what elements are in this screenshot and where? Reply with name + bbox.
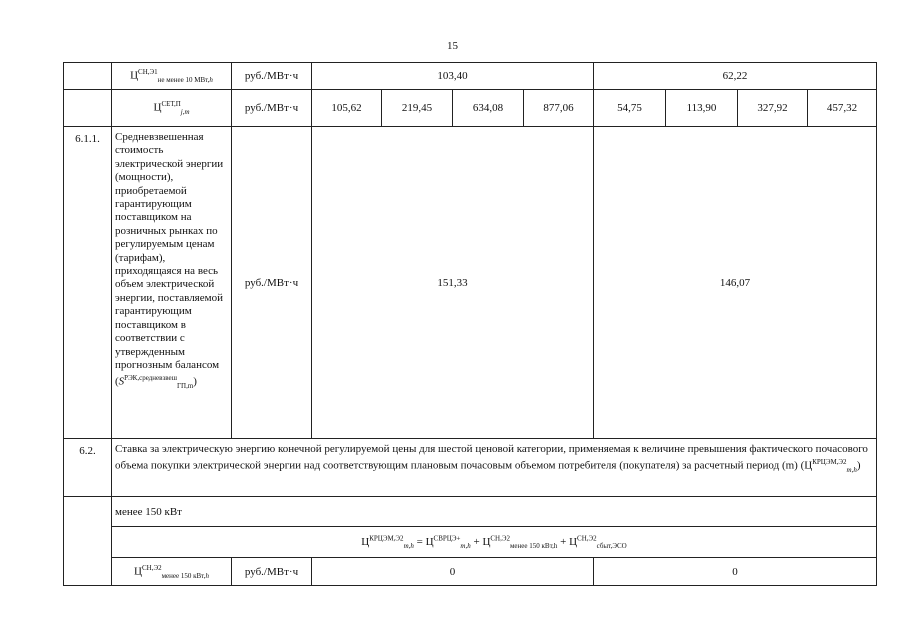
unit-cell: руб./МВт·ч [232,127,312,439]
number-cell [64,63,112,90]
row-number: 6.2. [64,439,112,497]
value-cell: 877,06 [524,90,594,127]
value-cell: 219,45 [382,90,453,127]
table-row [64,63,877,90]
section-text: Ставка за электрическую энергию конечной регулируемой цены для шестой ценовой категории, применяемая к величине превышения фактического почасового объема покупки электрической энергии над соответствующим плановым почасовым объемом потребителя (покупателя) за расчетный период (m) ( [115,443,868,472]
unit-cell: руб./МВт·ч [232,90,312,127]
value-cell-left: 151,33 [312,127,594,439]
value-cell-right: 0 [594,558,877,586]
value-cell-right: 146,07 [594,127,877,439]
unit-cell: руб./МВт·ч [232,63,312,90]
table-row [64,497,877,527]
number-cell [64,497,112,586]
value-cell: 457,32 [808,90,877,127]
value-cell: 54,75 [594,90,666,127]
value-cell: 105,62 [312,90,382,127]
formula: $Ц^{КРЦЭМ,Э2}_{m,h} = Ц^{СВРЦЭ+}_{m,h} + Ц^{СН,Э2}_{менее 150 кВт,h} + Ц^{СН,Э2}_{сбыт,ЭСО}$ [361,534,627,550]
notation-cell [112,558,232,586]
value-cell: 113,90 [666,90,738,127]
unit-cell: руб./МВт·ч [232,558,312,586]
notation-symbol: $Ц^{СЕТ,П}_{j,m}$ [153,100,190,116]
value-cell-right: 62,22 [594,63,877,90]
formula-cell [112,527,877,558]
notation-cell [112,63,232,90]
notation-symbol: $Ц^{СН,Э2}_{менее 150 кВт,h}$ [134,563,209,580]
notation-symbol: $Ц^{СН,Э1}_{не менее 10 МВт,h}$ [130,68,213,84]
tariff-table [63,62,877,586]
table-row [64,90,877,127]
rate-symbol: $Ц^{КРЦЭМ,Э2}_{m,h}$ [804,458,857,474]
notation-cell [112,90,232,127]
number-cell [64,90,112,127]
table-row [64,558,877,586]
value-cell: 634,08 [453,90,524,127]
page-number: 15 [447,40,458,52]
table-row [64,127,877,439]
description-cell [112,127,232,439]
balance-symbol: $(S^{РЭК,средневзвеш}_{ГП,m})$ [115,374,197,391]
row-number: 6.1.1. [64,127,112,439]
table-row [64,439,877,497]
section-description: Ставка за электрическую энергию конечной регулируемой цены для шестой ценовой категории, применяемая к величине превышения фактического почасового объема покупки электрической энергии над соответствующим плановым почасовым объемом потребителя (покупателя) за расчетный период (m) $(Ц^{КРЦЭМ,Э2}_{m,h})$ [112,439,877,497]
value-cell-left: 0 [312,558,594,586]
value-cell-left: 103,40 [312,63,594,90]
value-cell: 327,92 [738,90,808,127]
table-row [64,527,877,558]
subcategory-label: менее 150 кВт [112,497,877,527]
description-text: Средневзвешенная стоимость электрической энергии (мощности), приобретаемой гарантирующим поставщиком на розничных рынках по регулируемым ценам (тарифам), приходящаяся на весь объем электрической энергии, поставляемой гарантирующим поставщиком в соответствии с утвержденным прогнозным балансом [115,131,224,371]
